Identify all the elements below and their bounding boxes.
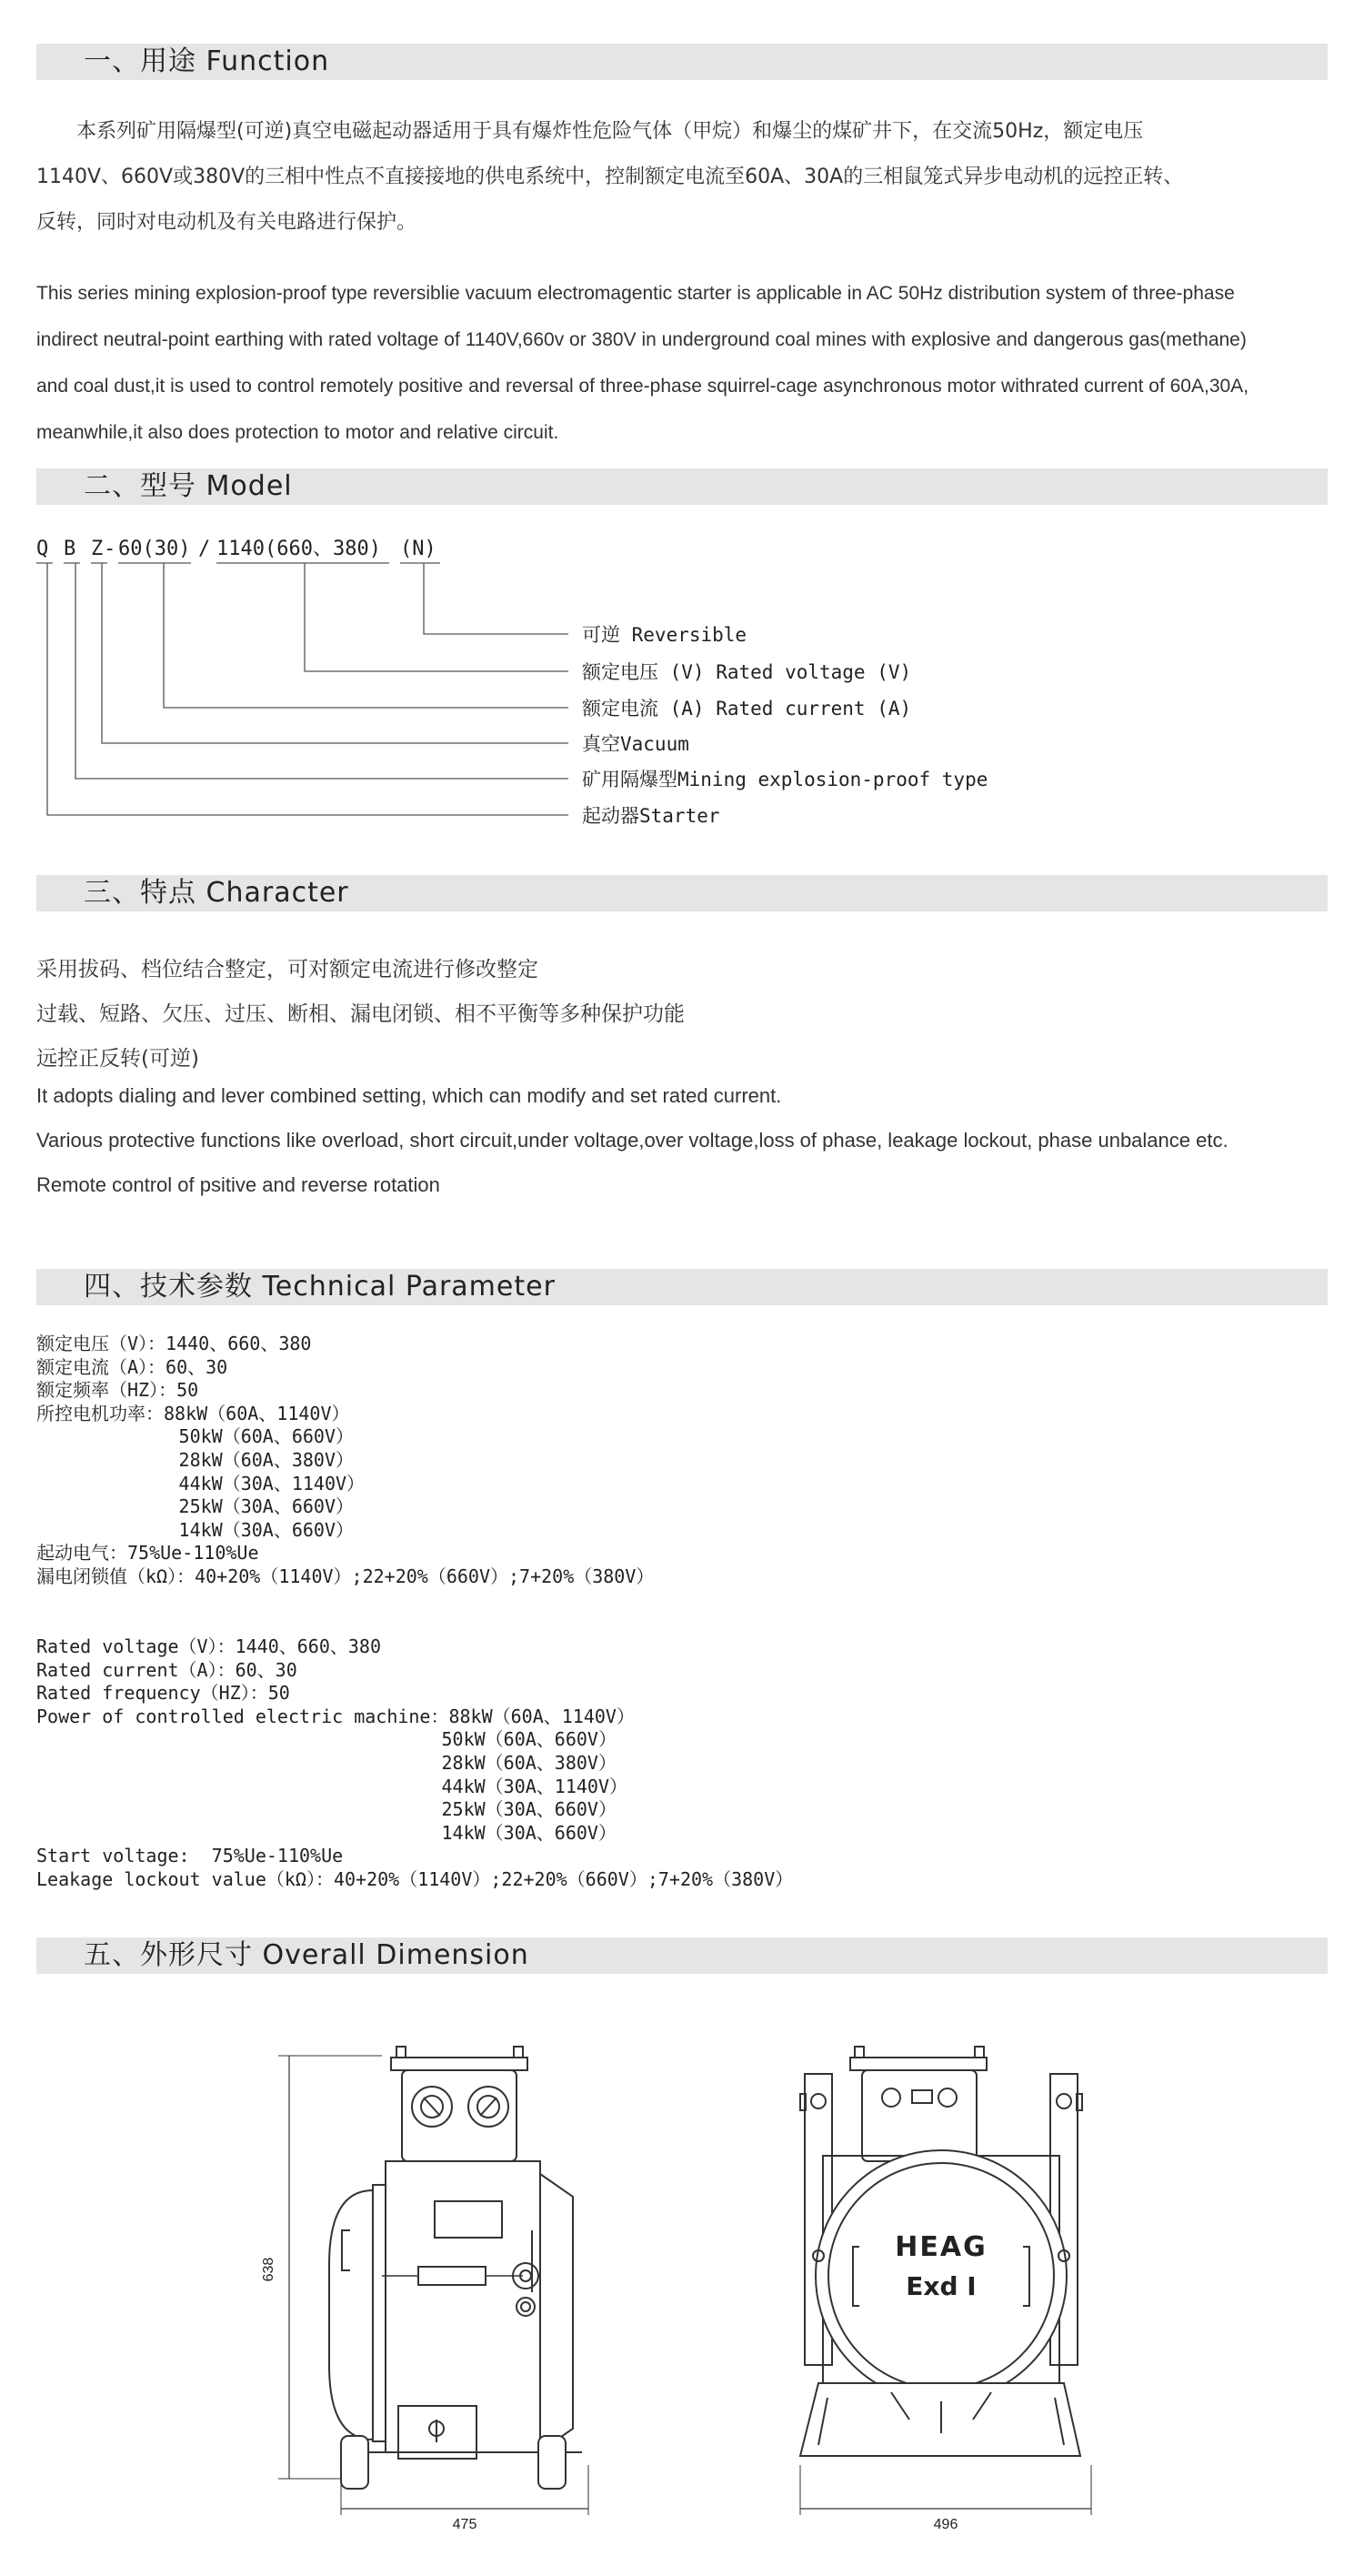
technical-cn-block: [36, 1333, 654, 1589]
tech-en-line: Power of controlled electric machine：88kW（60A、1140V）: [36, 1705, 635, 1727]
tech-cn-line: 额定频率（HZ）：50: [36, 1379, 199, 1402]
svg-text:-: -: [104, 538, 116, 560]
function-cn-line: 反转，同时对电动机及有关电路进行保护。: [36, 211, 417, 234]
function-cn-line: 本系列矿用隔爆型(可逆)真空电磁起动器适用于具有爆炸性危险气体（甲烷）和爆尘的煤矿井下，在交流50Hz，额定电压: [36, 120, 1144, 143]
tech-cn-line: 50kW（60A、660V）: [36, 1425, 354, 1448]
section-header-dimension: [36, 1937, 1328, 1974]
tech-en-line: 44kW（30A、1140V）: [36, 1775, 628, 1797]
tech-en-line: Rated current（A）：60、30: [36, 1658, 297, 1681]
svg-text:/: /: [198, 538, 211, 560]
section-header-technical: [36, 1269, 1328, 1305]
tech-en-line: Rated voltage（V）：1440、660、380: [36, 1635, 381, 1657]
model-part-q: Q: [36, 538, 49, 560]
section-header-function: [36, 44, 1328, 80]
model-part-voltage: 1140(660、380): [216, 538, 381, 560]
character-en-item: Various protective functions like overload, short circuit,under voltage,over voltage,loss of phase, leakage lockout, phase unbalance etc.: [36, 1129, 1229, 1152]
function-en-paragraph: [36, 270, 1337, 456]
character-en-item: Remote control of psitive and reverse rotation: [36, 1173, 440, 1196]
section-title: 二、型号 Model: [84, 470, 293, 502]
tech-cn-line: 起动电气：75%Ue-110%Ue: [36, 1542, 259, 1565]
character-cn-item: 采用拔码、档位结合整定，可对额定电流进行修改整定: [36, 958, 538, 981]
section-header-character: [36, 875, 1328, 911]
technical-en-block: [36, 1635, 793, 1892]
function-en-line: and coal dust,it is used to control remotely positive and reversal of three-phase squirrel-cage asynchronous motor withrated current of 60A,30A,: [36, 376, 1249, 397]
tech-cn-line: 漏电闭锁值（kΩ）：40+20%（1140V）;22+20%（660V）;7+20%（380V）: [36, 1565, 655, 1587]
character-en-list: [36, 1084, 1337, 1196]
tech-cn-line: 44kW（30A、1140V）: [36, 1472, 366, 1494]
model-part-b: B: [64, 538, 76, 560]
tech-en-line: 25kW（30A、660V）: [36, 1798, 617, 1821]
tech-en-line: 14kW（30A、660V）: [36, 1821, 617, 1844]
tech-cn-line: 所控电机功率：88kW（60A、1140V）: [36, 1402, 350, 1424]
section-title: 一、用途 Function: [84, 45, 330, 77]
tech-cn-line: 额定电流（A）：60、30: [36, 1355, 228, 1378]
function-cn-paragraph: [36, 109, 1337, 246]
character-cn-list: [36, 948, 1337, 1082]
tech-en-line: Leakage lockout value（kΩ）：40+20%（1140V）;22+20%（660V）;7+20%（380V）: [36, 1867, 794, 1890]
model-part-z: Z: [91, 538, 104, 560]
section-title: 五、外形尺寸 Overall Dimension: [84, 1939, 529, 1971]
dimension-front-width-label: 496: [933, 2517, 958, 2532]
section-title: 三、特点 Character: [84, 877, 349, 909]
side-view-drawing: [278, 2047, 588, 2515]
character-cn-item: 过载、短路、欠压、过压、断相、漏电闭锁、相不平衡等多种保护功能: [36, 1002, 685, 1026]
model-label-vacuum: 真空Vacuum: [582, 733, 689, 755]
explosion-mark-text: Exd I: [906, 2271, 977, 2301]
model-part-current: 60(30): [118, 538, 191, 560]
model-label-rated-voltage: 额定电压 (V) Rated voltage (V): [582, 661, 912, 683]
dimension-side-width-label: 475: [452, 2517, 477, 2532]
tech-cn-line: 25kW（30A、660V）: [36, 1495, 354, 1518]
function-en-line: This series mining explosion-proof type reversiblie vacuum electromagentic starter is applicable in AC 50Hz distribution system of three-phase: [36, 283, 1235, 304]
model-label-starter: 起动器Starter: [582, 805, 720, 827]
tech-cn-line: 14kW（30A、660V）: [36, 1518, 354, 1541]
model-code-diagram: [0, 523, 1364, 841]
model-label-reversible: 可逆 Reversible: [582, 624, 747, 646]
tech-cn-line: 额定电压（V）：1440、660、380: [36, 1333, 312, 1354]
character-en-item: It adopts dialing and lever combined setting, which can modify and set rated current.: [36, 1084, 782, 1107]
nameplate-logo-text: HEAG: [895, 2231, 988, 2263]
tech-cn-line: 28kW（60A、380V）: [36, 1448, 354, 1471]
tech-en-line: 50kW（60A、660V）: [36, 1728, 617, 1751]
section-title: 四、技术参数 Technical Parameter: [84, 1271, 556, 1303]
tech-en-line: Rated frequency（HZ）：50: [36, 1682, 290, 1705]
function-cn-line: 1140V、660V或380V的三相中性点不直接接地的供电系统中，控制额定电流至60A、30A的三相鼠笼式异步电动机的远控正转、: [36, 166, 1184, 188]
model-part-reversible: (N): [400, 538, 436, 560]
model-label-rated-current: 额定电流 (A) Rated current (A): [582, 698, 912, 719]
function-en-line: meanwhile,it also does protection to motor and relative circuit.: [36, 422, 559, 443]
model-label-explosion-proof: 矿用隔爆型Mining explosion-proof type: [582, 769, 988, 790]
function-en-line: indirect neutral-point earthing with rated voltage of 1140V,660v or 380V in underground coal mines with explosive and dangerous gas(methane): [36, 329, 1247, 350]
overall-dimension-drawing: [0, 1992, 1364, 2556]
tech-en-line: Start voltage: 75%Ue-110%Ue: [36, 1845, 344, 1867]
character-cn-item: 远控正反转(可逆): [36, 1047, 199, 1071]
section-header-model: [36, 468, 1328, 505]
dimension-height-label: 638: [261, 2257, 276, 2282]
tech-en-line: 28kW（60A、380V）: [36, 1751, 617, 1774]
